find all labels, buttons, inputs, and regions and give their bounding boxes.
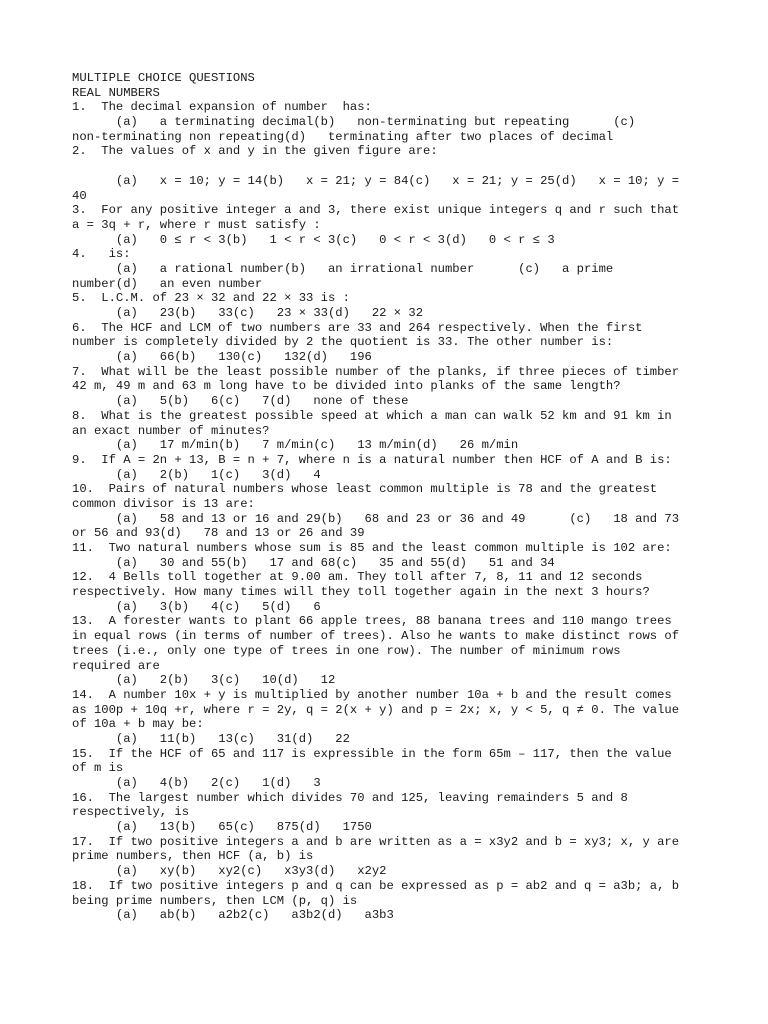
text-line: trees (i.e., only one type of trees in one row). The number of minimum rows — [72, 643, 621, 658]
text-line: (a) 17 m/min(b) 7 m/min(c) 13 m/min(d) 26 m/min — [72, 438, 519, 453]
text-line: common divisor is 13 are: — [72, 496, 255, 511]
text-line: (a) 2(b) 1(c) 3(d) 4 — [72, 467, 321, 482]
text-line: 6. The HCF and LCM of two numbers are 33 and 264 respectively. When the first — [72, 320, 643, 335]
text-line: 5. L.C.M. of 23 × 32 and 22 × 33 is : — [72, 291, 350, 306]
text-line: number(d) an even number — [72, 276, 263, 291]
text-line: (a) 3(b) 4(c) 5(d) 6 — [72, 599, 321, 614]
text-line: (a) ab(b) a2b2(c) a3b2(d) a3b3 — [72, 908, 394, 923]
text-line: MULTIPLE CHOICE QUESTIONS — [72, 71, 255, 85]
text-line: (a) 0 ≤ r < 3(b) 1 < r < 3(c) 0 < r < 3(d) 0 < r ≤ 3 — [72, 232, 555, 247]
text-line: 13. A forester wants to plant 66 apple trees, 88 banana trees and 110 mango trees — [72, 614, 672, 629]
text-line: (a) x = 10; y = 14(b) x = 21; y = 84(c) x = 21; y = 25(d) x = 10; y = — [72, 173, 680, 188]
text-line: of 10a + b may be: — [72, 717, 204, 732]
text-line: 16. The largest number which divides 70 and 125, leaving remainders 5 and 8 — [72, 790, 628, 805]
text-line: 7. What will be the least possible number of the planks, if three pieces of timber — [72, 364, 680, 379]
text-line: (a) 13(b) 65(c) 875(d) 1750 — [72, 820, 372, 835]
text-line: prime numbers, then HCF (a, b) is — [72, 849, 314, 864]
text-line: (a) 30 and 55(b) 17 and 68(c) 35 and 55(d) 51 and 34 — [72, 555, 555, 570]
text-line: 10. Pairs of natural numbers whose least common multiple is 78 and the greatest — [72, 482, 658, 497]
text-line: (a) 5(b) 6(c) 7(d) none of these — [72, 394, 409, 409]
text-line: 12. 4 Bells toll together at 9.00 am. They toll after 7, 8, 11 and 12 seconds — [72, 570, 643, 585]
text-line: (a) 2(b) 3(c) 10(d) 12 — [72, 673, 336, 688]
text-line: (a) a rational number(b) an irrational number (c) a prime — [72, 261, 614, 276]
text-line: 14. A number 10x + y is multiplied by another number 10a + b and the result comes — [72, 687, 672, 702]
text-line: number is completely divided by 2 the quotient is 33. The other number is: — [72, 335, 614, 350]
text-line: (a) 4(b) 2(c) 1(d) 3 — [72, 776, 321, 790]
text-line: as 100p + 10q +r, where r = 2y, q = 2(x + y) and p = 2x; x, y < 5, q ≠ 0. The value — [72, 702, 680, 717]
text-line: 3. For any positive integer a and 3, there exist unique integers q and r such that — [72, 203, 680, 218]
text-line: 2. The values of x and y in the given figure are: — [72, 144, 438, 159]
text-line: REAL NUMBERS — [72, 85, 160, 100]
text-line: (a) a terminating decimal(b) non-terminating but repeating (c) — [72, 115, 636, 130]
text-line: a = 3q + r, where r must satisfy : — [72, 217, 321, 232]
text-line: or 56 and 93(d) 78 and 13 or 26 and 39 — [72, 526, 365, 541]
text-line: an exact number of minutes? — [72, 423, 270, 438]
text-line: 40 — [72, 188, 87, 203]
text-line: 11. Two natural numbers whose sum is 85 and the least common multiple is 102 are: — [72, 541, 672, 555]
text-line: 42 m, 49 m and 63 m long have to be divided into planks of the same length? — [72, 379, 621, 394]
text-line: (a) 66(b) 130(c) 132(d) 196 — [72, 350, 372, 365]
text-line: 15. If the HCF of 65 and 117 is expressible in the form 65m – 117, then the value — [72, 746, 672, 761]
text-line: being prime numbers, then LCM (p, q) is — [72, 893, 358, 908]
text-line: 8. What is the greatest possible speed at which a man can walk 52 km and 91 km in — [72, 408, 672, 423]
text-line: 9. If A = 2n + 13, B = n + 7, where n is a natural number then HCF of A and B is: — [72, 452, 672, 467]
text-line: in equal rows (in terms of number of trees). Also he wants to make distinct rows of — [72, 629, 680, 644]
text-line: 18. If two positive integers p and q can be expressed as p = ab2 and q = a3b; a, b — [72, 878, 680, 893]
text-line: (a) xy(b) xy2(c) x3y3(d) x2y2 — [72, 864, 387, 879]
text-line: required are — [72, 658, 160, 673]
text-line: (a) 23(b) 33(c) 23 × 33(d) 22 × 32 — [72, 306, 424, 320]
text-line: 17. If two positive integers a and b are written as a = x3y2 and b = xy3; x, y are — [72, 834, 680, 849]
document-page — [72, 71, 712, 923]
text-line: (a) 11(b) 13(c) 31(d) 22 — [72, 731, 350, 746]
text-line: (a) 58 and 13 or 16 and 29(b) 68 and 23 or 36 and 49 (c) 18 and 73 — [72, 511, 680, 526]
text-line: non-terminating non repeating(d) terminating after two places of decimal — [72, 129, 614, 144]
text-line: of m is — [72, 761, 124, 776]
text-line — [72, 159, 712, 174]
text-line: respectively. How many times will they toll together again in the next 3 hours? — [72, 585, 650, 600]
text-line: respectively, is — [72, 805, 190, 820]
text-line: 4. is: — [72, 247, 131, 262]
text-line: 1. The decimal expansion of number has: — [72, 100, 372, 115]
